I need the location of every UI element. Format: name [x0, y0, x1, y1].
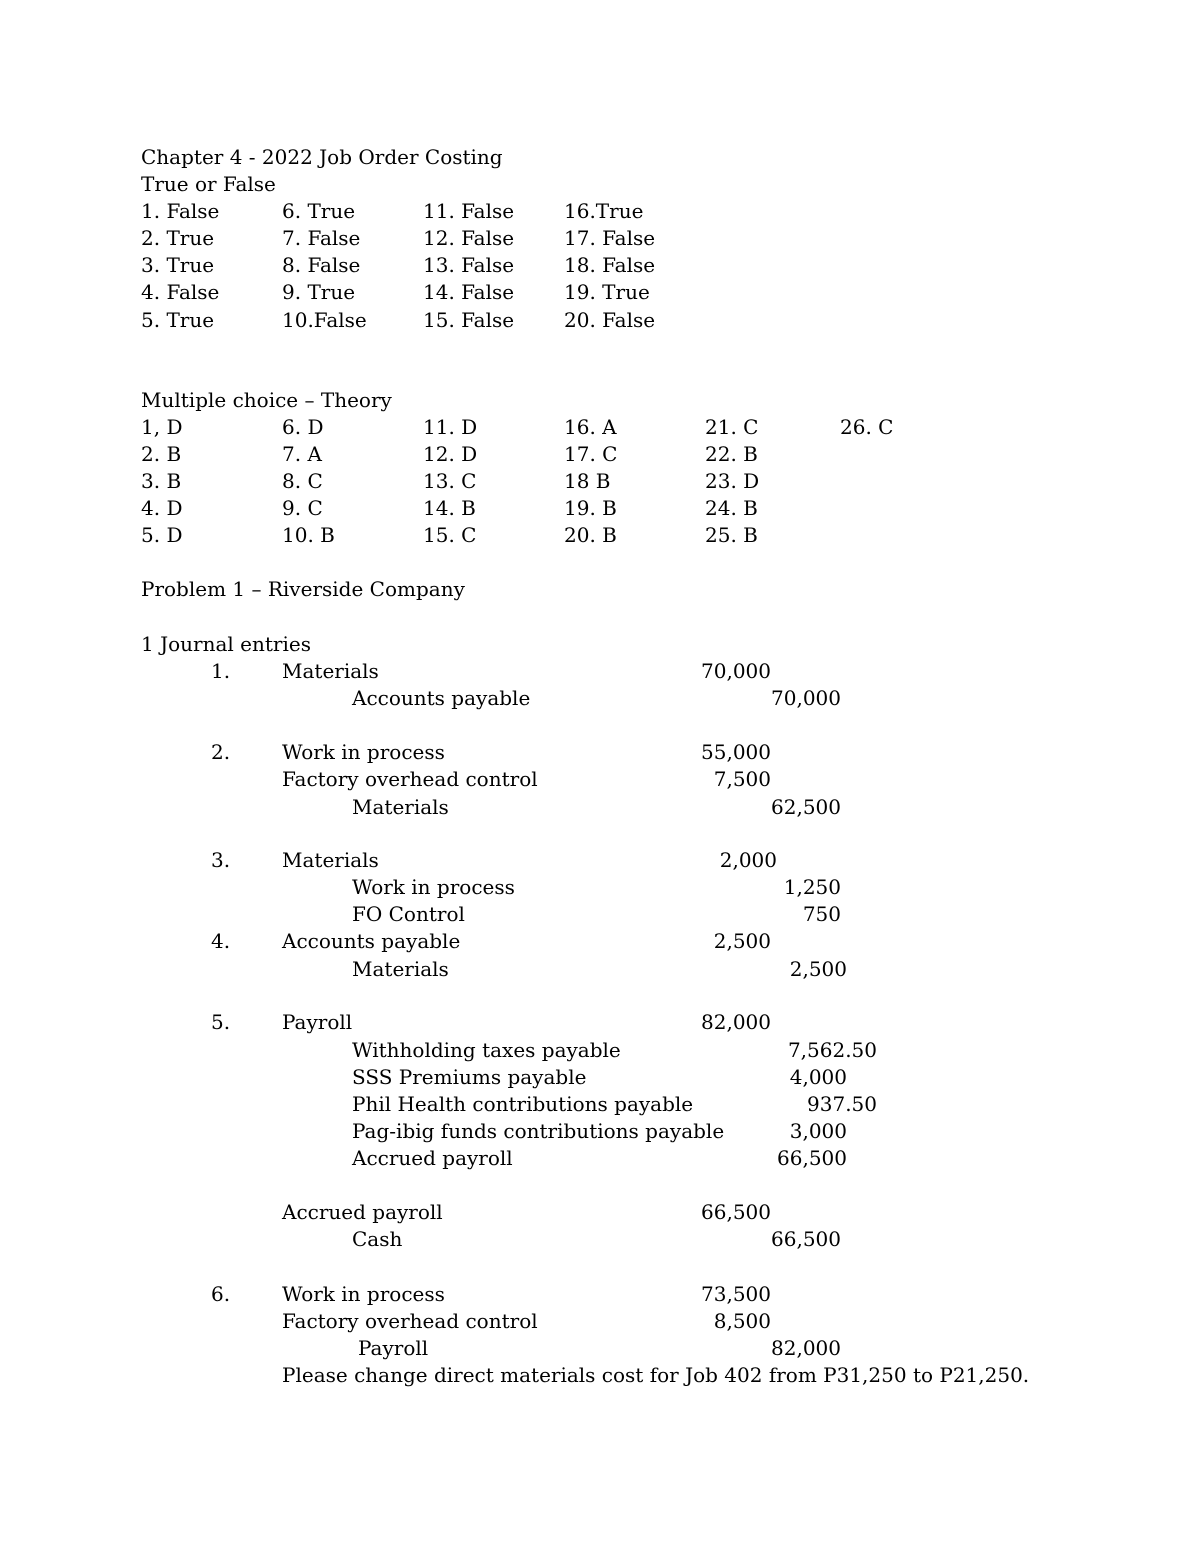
- mc-answer: 11. D: [423, 415, 478, 439]
- credit-account: Phil Health contributions payable: [352, 1092, 694, 1116]
- debit-account: Factory overhead control: [282, 1309, 538, 1333]
- tf-answer: 11. False: [423, 199, 515, 223]
- tf-answer: 9. True: [282, 280, 356, 304]
- credit-amount: 4,000: [789, 1065, 847, 1089]
- credit-account: Materials: [352, 957, 449, 981]
- tf-answer: 20. False: [564, 308, 656, 332]
- credit-amount: 3,000: [789, 1119, 847, 1143]
- credit-amount: 70,000: [771, 686, 841, 710]
- debit-amount: 2,500: [713, 929, 771, 953]
- credit-amount: 1,250: [783, 875, 841, 899]
- tf-answer: 14. False: [423, 280, 515, 304]
- debit-amount: 73,500: [701, 1282, 771, 1306]
- page-title: Chapter 4 - 2022 Job Order Costing: [141, 145, 503, 169]
- debit-amount: 70,000: [701, 659, 771, 683]
- entry-number: 1.: [211, 659, 231, 683]
- credit-account: Materials: [352, 795, 449, 819]
- credit-account: Payroll: [358, 1336, 429, 1360]
- entry-number: 2.: [211, 740, 231, 764]
- mc-answer: 12. D: [423, 442, 478, 466]
- debit-account: Materials: [282, 848, 379, 872]
- credit-amount: 7,562.50: [787, 1038, 877, 1062]
- tf-answer: 1. False: [141, 199, 220, 223]
- debit-account: Materials: [282, 659, 379, 683]
- credit-amount: 750: [802, 902, 841, 926]
- debit-amount: 66,500: [701, 1200, 771, 1224]
- mc-answer: 17. C: [564, 442, 618, 466]
- credit-account: Accounts payable: [352, 686, 531, 710]
- debit-account: Work in process: [282, 740, 445, 764]
- tf-answer: 17. False: [564, 226, 656, 250]
- debit-amount: 82,000: [701, 1010, 771, 1034]
- credit-amount: 2,500: [789, 957, 847, 981]
- entry-number: 3.: [211, 848, 231, 872]
- mc-answer: 16. A: [564, 415, 617, 439]
- mc-answer: 3. B: [141, 469, 182, 493]
- mc-answer: 22. B: [705, 442, 758, 466]
- entry-number: 5.: [211, 1010, 231, 1034]
- mc-answer: 9. C: [282, 496, 323, 520]
- credit-amount: 66,500: [777, 1146, 847, 1170]
- mc-answer: 18 B: [564, 469, 611, 493]
- mc-answer: 13. C: [423, 469, 477, 493]
- tf-answer: 16.True: [564, 199, 644, 223]
- tf-answer: 12. False: [423, 226, 515, 250]
- credit-amount: 937.50: [807, 1092, 877, 1116]
- debit-account: Accounts payable: [282, 929, 461, 953]
- credit-account: Pag-ibig funds contributions payable: [352, 1119, 725, 1143]
- tf-answer: 18. False: [564, 253, 656, 277]
- mc-answer: 23. D: [705, 469, 760, 493]
- mc-heading: Multiple choice – Theory: [141, 388, 392, 412]
- mc-answer: 26. C: [840, 415, 894, 439]
- tf-heading: True or False: [141, 172, 276, 196]
- debit-amount: 55,000: [701, 740, 771, 764]
- mc-answer: 7. A: [282, 442, 322, 466]
- tf-answer: 6. True: [282, 199, 356, 223]
- tf-answer: 7. False: [282, 226, 361, 250]
- mc-answer: 14. B: [423, 496, 476, 520]
- mc-answer: 1, D: [141, 415, 183, 439]
- credit-amount: 82,000: [771, 1336, 841, 1360]
- mc-answer: 2. B: [141, 442, 182, 466]
- tf-answer: 2. True: [141, 226, 215, 250]
- mc-answer: 15. C: [423, 523, 477, 547]
- entry-number: 4.: [211, 929, 231, 953]
- tf-answer: 4. False: [141, 280, 220, 304]
- credit-account: FO Control: [352, 902, 465, 926]
- problem-heading: Problem 1 – Riverside Company: [141, 577, 465, 601]
- tf-answer: 15. False: [423, 308, 515, 332]
- credit-account: Cash: [352, 1227, 403, 1251]
- credit-account: Work in process: [352, 875, 515, 899]
- tf-answer: 19. True: [564, 280, 650, 304]
- debit-account: Factory overhead control: [282, 767, 538, 791]
- mc-answer: 25. B: [705, 523, 758, 547]
- debit-amount: 8,500: [713, 1309, 771, 1333]
- mc-answer: 19. B: [564, 496, 617, 520]
- mc-answer: 10. B: [282, 523, 335, 547]
- debit-account: Accrued payroll: [282, 1200, 443, 1224]
- mc-answer: 21. C: [705, 415, 759, 439]
- tf-answer: 5. True: [141, 308, 215, 332]
- correction-note: Please change direct materials cost for Job 402 from P31,250 to P21,250.: [282, 1363, 1030, 1387]
- debit-amount: 2,000: [719, 848, 777, 872]
- tf-answer: 3. True: [141, 253, 215, 277]
- debit-amount: 7,500: [713, 767, 771, 791]
- mc-answer: 6. D: [282, 415, 324, 439]
- tf-answer: 8. False: [282, 253, 361, 277]
- credit-amount: 66,500: [771, 1227, 841, 1251]
- tf-answer: 13. False: [423, 253, 515, 277]
- credit-account: Withholding taxes payable: [352, 1038, 621, 1062]
- mc-answer: 4. D: [141, 496, 183, 520]
- mc-answer: 24. B: [705, 496, 758, 520]
- tf-answer: 10.False: [282, 308, 367, 332]
- credit-account: SSS Premiums payable: [352, 1065, 587, 1089]
- debit-account: Work in process: [282, 1282, 445, 1306]
- mc-answer: 20. B: [564, 523, 617, 547]
- entry-number: 6.: [211, 1282, 231, 1306]
- mc-answer: 5. D: [141, 523, 183, 547]
- mc-answer: 8. C: [282, 469, 323, 493]
- debit-account: Payroll: [282, 1010, 353, 1034]
- credit-amount: 62,500: [771, 795, 841, 819]
- credit-account: Accrued payroll: [352, 1146, 513, 1170]
- journal-heading: 1 Journal entries: [141, 632, 311, 656]
